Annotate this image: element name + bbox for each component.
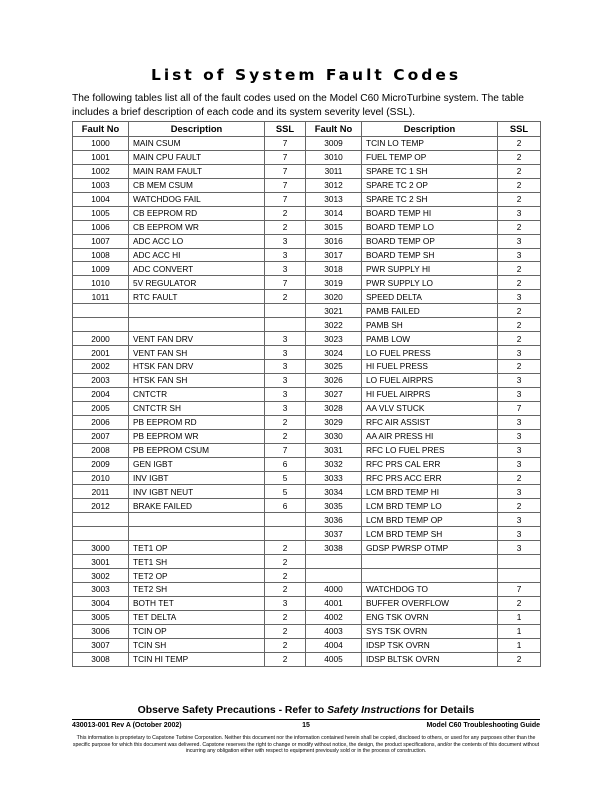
cell-ssl: 2 <box>265 206 306 220</box>
cell-description-2: SPARE TC 2 SH <box>362 192 498 206</box>
cell-description-2: IDSP TSK OVRN <box>362 638 498 652</box>
cell-description <box>129 513 265 527</box>
cell-description: TET1 SH <box>129 555 265 569</box>
cell-fault-no-2: 4004 <box>306 638 362 652</box>
table-row <box>73 652 541 666</box>
cell-description-2: BOARD TEMP OP <box>362 234 498 248</box>
cell-ssl: 7 <box>265 276 306 290</box>
cell-ssl-2: 1 <box>498 624 541 638</box>
cell-fault-no: 2008 <box>73 443 129 457</box>
page-title: List of System Fault Codes <box>150 66 462 84</box>
cell-description: GEN IGBT <box>129 457 265 471</box>
cell-description-2: SPEED DELTA <box>362 290 498 304</box>
table-row <box>73 429 541 443</box>
cell-description-2: AA VLV STUCK <box>362 401 498 415</box>
cell-ssl-2 <box>498 569 541 583</box>
table-row <box>73 513 541 527</box>
cell-fault-no: 1000 <box>73 137 129 151</box>
cell-description: PB EEPROM CSUM <box>129 443 265 457</box>
cell-ssl-2: 3 <box>498 429 541 443</box>
table-row <box>73 276 541 290</box>
cell-ssl-2: 2 <box>498 471 541 485</box>
cell-description-2: BOARD TEMP HI <box>362 206 498 220</box>
cell-ssl: 3 <box>265 401 306 415</box>
cell-ssl: 7 <box>265 192 306 206</box>
table-row <box>73 318 541 332</box>
safety-notice-prefix: Observe Safety Precautions - Refer to <box>137 705 328 716</box>
cell-ssl-2: 7 <box>498 401 541 415</box>
cell-ssl-2: 2 <box>498 332 541 346</box>
cell-fault-no-2: 4000 <box>306 583 362 597</box>
table-row <box>73 178 541 192</box>
cell-fault-no: 3008 <box>73 652 129 666</box>
header-fault-no-2: Fault No <box>306 122 362 137</box>
cell-ssl: 3 <box>265 332 306 346</box>
cell-fault-no: 2001 <box>73 346 129 360</box>
cell-fault-no: 1011 <box>73 290 129 304</box>
cell-ssl: 2 <box>265 415 306 429</box>
cell-ssl: 2 <box>265 429 306 443</box>
cell-description-2: LCM BRD TEMP OP <box>362 513 498 527</box>
cell-fault-no: 1002 <box>73 164 129 178</box>
table-row <box>73 192 541 206</box>
cell-description-2: PAMB FAILED <box>362 304 498 318</box>
cell-fault-no-2: 3016 <box>306 234 362 248</box>
cell-description: HTSK FAN SH <box>129 373 265 387</box>
cell-fault-no: 3000 <box>73 541 129 555</box>
cell-fault-no-2: 3023 <box>306 332 362 346</box>
cell-fault-no: 1007 <box>73 234 129 248</box>
table-row <box>73 373 541 387</box>
cell-description: BRAKE FAILED <box>129 499 265 513</box>
cell-fault-no-2: 3032 <box>306 457 362 471</box>
cell-fault-no: 3001 <box>73 555 129 569</box>
cell-fault-no: 2006 <box>73 415 129 429</box>
proprietary-disclaimer: This information is proprietary to Capstone Turbine Corporation. Neither this document nor the information contained herein shall be copied, disclosed to others, or used for any purposes other than the specific purpose for which this document was delivered. Capstone reserves the right to change or modify without notice, the design, the product specifications, and/or the contents of this document without incurring any obligation either with respect to equipment previously sold or in the process of construction. <box>72 735 540 755</box>
cell-description-2: BOARD TEMP LO <box>362 220 498 234</box>
table-row <box>73 387 541 401</box>
cell-ssl-2: 3 <box>498 206 541 220</box>
table-row <box>73 401 541 415</box>
header-ssl-2: SSL <box>498 122 541 137</box>
table-row <box>73 332 541 346</box>
cell-ssl: 3 <box>265 234 306 248</box>
cell-ssl: 2 <box>265 583 306 597</box>
cell-fault-no: 3002 <box>73 569 129 583</box>
cell-ssl: 7 <box>265 164 306 178</box>
cell-ssl-2: 2 <box>498 192 541 206</box>
cell-fault-no <box>73 304 129 318</box>
table-row <box>73 262 541 276</box>
table-row <box>73 457 541 471</box>
cell-ssl-2: 3 <box>498 373 541 387</box>
cell-fault-no <box>73 513 129 527</box>
cell-ssl-2: 2 <box>498 360 541 374</box>
cell-ssl: 2 <box>265 638 306 652</box>
cell-description-2: FUEL TEMP OP <box>362 150 498 164</box>
cell-fault-no-2: 3028 <box>306 401 362 415</box>
cell-fault-no-2: 3009 <box>306 137 362 151</box>
table-row <box>73 499 541 513</box>
cell-description-2: AA AIR PRESS HI <box>362 429 498 443</box>
cell-fault-no: 2005 <box>73 401 129 415</box>
cell-ssl <box>265 513 306 527</box>
cell-description: TCIN OP <box>129 624 265 638</box>
safety-notice <box>0 705 612 716</box>
cell-fault-no: 1008 <box>73 248 129 262</box>
cell-description: HTSK FAN DRV <box>129 360 265 374</box>
cell-fault-no: 2012 <box>73 499 129 513</box>
cell-description-2: TCIN LO TEMP <box>362 137 498 151</box>
cell-description: 5V REGULATOR <box>129 276 265 290</box>
cell-description-2: LCM BRD TEMP LO <box>362 499 498 513</box>
cell-ssl: 7 <box>265 443 306 457</box>
cell-ssl: 3 <box>265 360 306 374</box>
cell-description: TCIN HI TEMP <box>129 652 265 666</box>
cell-fault-no <box>73 318 129 332</box>
cell-ssl-2: 2 <box>498 318 541 332</box>
cell-fault-no: 2011 <box>73 485 129 499</box>
cell-fault-no-2: 3014 <box>306 206 362 220</box>
cell-fault-no <box>73 527 129 541</box>
table-row <box>73 206 541 220</box>
cell-description <box>129 527 265 541</box>
table-row <box>73 415 541 429</box>
cell-fault-no: 2002 <box>73 360 129 374</box>
cell-description-2: GDSP PWRSP OTMP <box>362 541 498 555</box>
cell-ssl: 3 <box>265 248 306 262</box>
cell-ssl-2: 3 <box>498 541 541 555</box>
cell-ssl-2: 3 <box>498 346 541 360</box>
cell-fault-no-2: 3029 <box>306 415 362 429</box>
cell-ssl: 3 <box>265 596 306 610</box>
table-row <box>73 638 541 652</box>
cell-ssl-2: 2 <box>498 150 541 164</box>
cell-description: VENT FAN DRV <box>129 332 265 346</box>
cell-description-2: PAMB LOW <box>362 332 498 346</box>
cell-ssl-2: 2 <box>498 262 541 276</box>
cell-ssl: 2 <box>265 569 306 583</box>
table-row <box>73 220 541 234</box>
cell-ssl: 6 <box>265 499 306 513</box>
cell-ssl <box>265 304 306 318</box>
cell-description <box>129 318 265 332</box>
cell-description: PB EEPROM WR <box>129 429 265 443</box>
header-description-2: Description <box>362 122 498 137</box>
cell-ssl: 2 <box>265 290 306 304</box>
cell-ssl <box>265 527 306 541</box>
document-title: Model C60 Troubleshooting Guide <box>426 722 540 729</box>
cell-fault-no: 1003 <box>73 178 129 192</box>
table-row <box>73 569 541 583</box>
cell-description-2 <box>362 555 498 569</box>
fault-table-body <box>73 137 541 667</box>
cell-fault-no: 2000 <box>73 332 129 346</box>
cell-fault-no-2: 4003 <box>306 624 362 638</box>
cell-description: TCIN SH <box>129 638 265 652</box>
cell-description: TET2 OP <box>129 569 265 583</box>
cell-fault-no: 2010 <box>73 471 129 485</box>
cell-fault-no-2: 3038 <box>306 541 362 555</box>
cell-description-2: PWR SUPPLY HI <box>362 262 498 276</box>
cell-description: MAIN CSUM <box>129 137 265 151</box>
table-row <box>73 150 541 164</box>
table-row <box>73 485 541 499</box>
cell-fault-no-2: 3035 <box>306 499 362 513</box>
cell-description-2: HI FUEL AIRPRS <box>362 387 498 401</box>
cell-ssl: 2 <box>265 541 306 555</box>
cell-fault-no: 1009 <box>73 262 129 276</box>
cell-fault-no-2: 3010 <box>306 150 362 164</box>
cell-description-2 <box>362 569 498 583</box>
document-id: 430013-001 Rev A (October 2002) <box>72 722 182 729</box>
cell-description-2: RFC PRS ACC ERR <box>362 471 498 485</box>
cell-ssl-2: 2 <box>498 220 541 234</box>
cell-description-2: BOARD TEMP SH <box>362 248 498 262</box>
cell-description-2: HI FUEL PRESS <box>362 360 498 374</box>
table-row <box>73 248 541 262</box>
cell-ssl: 6 <box>265 457 306 471</box>
table-row <box>73 360 541 374</box>
cell-description: INV IGBT NEUT <box>129 485 265 499</box>
cell-fault-no-2: 3018 <box>306 262 362 276</box>
header-fault-no: Fault No <box>73 122 129 137</box>
cell-ssl-2: 1 <box>498 638 541 652</box>
cell-description: ADC ACC LO <box>129 234 265 248</box>
cell-description-2: IDSP BLTSK OVRN <box>362 652 498 666</box>
cell-fault-no-2: 3015 <box>306 220 362 234</box>
cell-ssl-2 <box>498 555 541 569</box>
cell-description: CB EEPROM RD <box>129 206 265 220</box>
cell-fault-no-2: 3027 <box>306 387 362 401</box>
cell-fault-no-2: 3026 <box>306 373 362 387</box>
table-header-row <box>73 122 541 137</box>
cell-ssl: 5 <box>265 471 306 485</box>
cell-description-2: RFC PRS CAL ERR <box>362 457 498 471</box>
cell-ssl: 7 <box>265 137 306 151</box>
cell-fault-no-2: 3020 <box>306 290 362 304</box>
cell-description-2: SPARE TC 2 OP <box>362 178 498 192</box>
cell-fault-no: 1006 <box>73 220 129 234</box>
cell-ssl: 5 <box>265 485 306 499</box>
cell-fault-no-2: 3021 <box>306 304 362 318</box>
cell-ssl: 2 <box>265 624 306 638</box>
cell-ssl: 2 <box>265 555 306 569</box>
cell-fault-no: 3006 <box>73 624 129 638</box>
page-number: 15 <box>302 722 310 729</box>
cell-ssl-2: 2 <box>498 276 541 290</box>
cell-fault-no-2: 4005 <box>306 652 362 666</box>
cell-ssl-2: 2 <box>498 499 541 513</box>
cell-description-2: LO FUEL AIRPRS <box>362 373 498 387</box>
cell-description: PB EEPROM RD <box>129 415 265 429</box>
cell-ssl: 2 <box>265 220 306 234</box>
cell-ssl-2: 2 <box>498 178 541 192</box>
cell-ssl-2: 2 <box>498 652 541 666</box>
cell-fault-no: 1001 <box>73 150 129 164</box>
cell-fault-no-2: 3031 <box>306 443 362 457</box>
cell-description-2: WATCHDOG TO <box>362 583 498 597</box>
footer-divider <box>72 719 540 720</box>
cell-description: CB MEM CSUM <box>129 178 265 192</box>
cell-ssl-2: 3 <box>498 527 541 541</box>
cell-ssl: 7 <box>265 150 306 164</box>
intro-paragraph: The following tables list all of the fault codes used on the Model C60 MicroTurbine system. The table includes a brief description of each code and its system severity level (SSL). <box>72 93 524 118</box>
cell-ssl-2: 2 <box>498 164 541 178</box>
cell-ssl-2: 3 <box>498 290 541 304</box>
cell-fault-no: 2007 <box>73 429 129 443</box>
cell-description: CNTCTR <box>129 387 265 401</box>
cell-description-2: PWR SUPPLY LO <box>362 276 498 290</box>
cell-fault-no: 1005 <box>73 206 129 220</box>
cell-ssl-2: 3 <box>498 415 541 429</box>
cell-ssl-2: 3 <box>498 457 541 471</box>
cell-ssl: 3 <box>265 373 306 387</box>
table-row <box>73 290 541 304</box>
cell-description: MAIN CPU FAULT <box>129 150 265 164</box>
cell-fault-no-2: 3037 <box>306 527 362 541</box>
table-row <box>73 304 541 318</box>
cell-description: BOTH TET <box>129 596 265 610</box>
table-row <box>73 555 541 569</box>
cell-description-2: SPARE TC 1 SH <box>362 164 498 178</box>
table-row <box>73 164 541 178</box>
table-row <box>73 234 541 248</box>
cell-ssl-2: 2 <box>498 137 541 151</box>
cell-ssl-2: 2 <box>498 304 541 318</box>
cell-fault-no: 3005 <box>73 610 129 624</box>
cell-ssl-2: 3 <box>498 234 541 248</box>
cell-fault-no-2: 3036 <box>306 513 362 527</box>
cell-fault-no: 1004 <box>73 192 129 206</box>
table-row <box>73 583 541 597</box>
cell-ssl-2: 2 <box>498 596 541 610</box>
table-row <box>73 596 541 610</box>
cell-ssl-2: 3 <box>498 387 541 401</box>
cell-fault-no-2: 3012 <box>306 178 362 192</box>
cell-description: WATCHDOG FAIL <box>129 192 265 206</box>
cell-fault-no-2: 3030 <box>306 429 362 443</box>
header-description: Description <box>129 122 265 137</box>
cell-ssl: 3 <box>265 346 306 360</box>
cell-description-2: ENG TSK OVRN <box>362 610 498 624</box>
cell-description-2: SYS TSK OVRN <box>362 624 498 638</box>
cell-description: MAIN RAM FAULT <box>129 164 265 178</box>
cell-fault-no-2: 3024 <box>306 346 362 360</box>
cell-ssl-2: 3 <box>498 513 541 527</box>
cell-ssl-2: 3 <box>498 443 541 457</box>
cell-description: CNTCTR SH <box>129 401 265 415</box>
cell-fault-no-2: 3019 <box>306 276 362 290</box>
cell-ssl-2: 3 <box>498 485 541 499</box>
cell-description: CB EEPROM WR <box>129 220 265 234</box>
cell-ssl: 3 <box>265 387 306 401</box>
cell-description: INV IGBT <box>129 471 265 485</box>
table-row <box>73 624 541 638</box>
cell-ssl <box>265 318 306 332</box>
table-row <box>73 527 541 541</box>
cell-description: TET1 OP <box>129 541 265 555</box>
cell-fault-no: 3007 <box>73 638 129 652</box>
cell-description-2: PAMB SH <box>362 318 498 332</box>
cell-description-2: BUFFER OVERFLOW <box>362 596 498 610</box>
cell-fault-no-2 <box>306 555 362 569</box>
cell-description: TET DELTA <box>129 610 265 624</box>
safety-notice-emphasis: Safety Instructions <box>327 705 421 716</box>
cell-description: ADC CONVERT <box>129 262 265 276</box>
cell-ssl-2: 3 <box>498 248 541 262</box>
cell-ssl-2: 7 <box>498 583 541 597</box>
safety-notice-suffix: for Details <box>420 705 475 716</box>
cell-description-2: LCM BRD TEMP SH <box>362 527 498 541</box>
cell-fault-no-2: 3011 <box>306 164 362 178</box>
cell-description: ADC ACC HI <box>129 248 265 262</box>
cell-description-2: LO FUEL PRESS <box>362 346 498 360</box>
fault-code-table <box>72 121 541 667</box>
cell-ssl: 3 <box>265 262 306 276</box>
cell-fault-no-2: 3033 <box>306 471 362 485</box>
cell-fault-no: 2009 <box>73 457 129 471</box>
cell-fault-no-2 <box>306 569 362 583</box>
table-row <box>73 137 541 151</box>
cell-fault-no: 2004 <box>73 387 129 401</box>
cell-description-2: RFC AIR ASSIST <box>362 415 498 429</box>
table-row <box>73 541 541 555</box>
table-row <box>73 610 541 624</box>
cell-ssl-2: 1 <box>498 610 541 624</box>
cell-fault-no-2: 3034 <box>306 485 362 499</box>
cell-description-2: RFC LO FUEL PRES <box>362 443 498 457</box>
table-row <box>73 443 541 457</box>
cell-fault-no: 2003 <box>73 373 129 387</box>
cell-description <box>129 304 265 318</box>
cell-fault-no-2: 3025 <box>306 360 362 374</box>
cell-fault-no-2: 4001 <box>306 596 362 610</box>
cell-fault-no-2: 4002 <box>306 610 362 624</box>
header-ssl: SSL <box>265 122 306 137</box>
table-row <box>73 346 541 360</box>
cell-fault-no: 3004 <box>73 596 129 610</box>
cell-fault-no: 1010 <box>73 276 129 290</box>
cell-description-2: LCM BRD TEMP HI <box>362 485 498 499</box>
cell-fault-no-2: 3017 <box>306 248 362 262</box>
cell-description: VENT FAN SH <box>129 346 265 360</box>
cell-fault-no-2: 3013 <box>306 192 362 206</box>
cell-fault-no-2: 3022 <box>306 318 362 332</box>
cell-ssl: 7 <box>265 178 306 192</box>
cell-ssl: 2 <box>265 610 306 624</box>
cell-ssl: 2 <box>265 652 306 666</box>
cell-description: TET2 SH <box>129 583 265 597</box>
table-row <box>73 471 541 485</box>
cell-fault-no: 3003 <box>73 583 129 597</box>
cell-description: RTC FAULT <box>129 290 265 304</box>
